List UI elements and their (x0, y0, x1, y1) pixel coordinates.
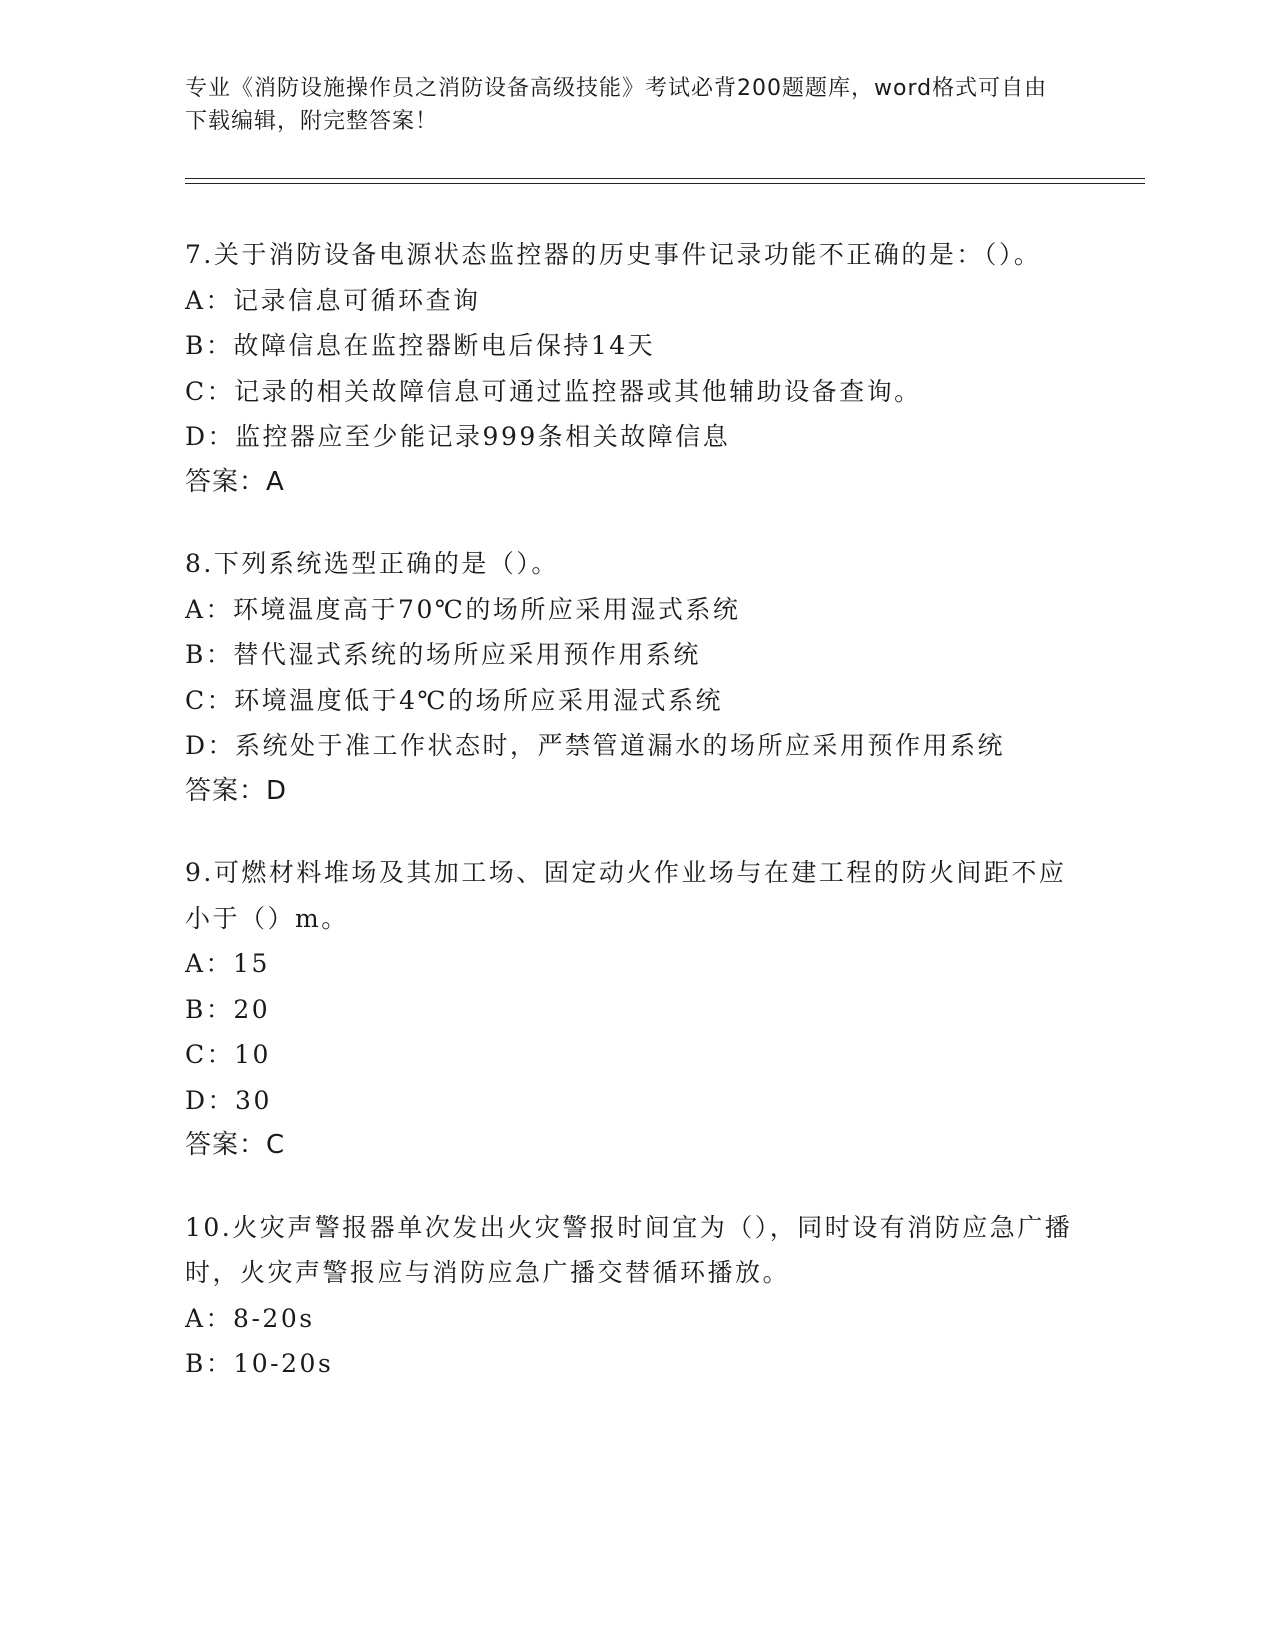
option-a: A：8-20s (185, 1303, 315, 1333)
question-text: 9.可燃材料堆场及其加工场、固定动火作业场与在建工程的防火间距不应小于（）m。 (185, 858, 1067, 933)
option-b: B：20 (185, 994, 271, 1024)
answer-text: 答案：A (185, 466, 285, 497)
option-d: D：30 (185, 1085, 272, 1115)
option-b: B：替代湿式系统的场所应采用预作用系统 (185, 640, 701, 669)
header-divider-bottom (185, 183, 1145, 184)
option-a: A：15 (185, 949, 270, 978)
option-c: C：环境温度低于4℃的场所应采用湿式系统 (185, 685, 724, 715)
option-d: D：系统处于准工作状态时，严禁管道漏水的场所应采用预作用系统 (185, 731, 1006, 760)
question-item (185, 541, 1085, 814)
answer-text: 答案：D (185, 775, 288, 806)
option-b: B：故障信息在监控器断电后保持14天 (185, 331, 656, 360)
question-item (185, 850, 1085, 1169)
option-a: A：环境温度高于70℃的场所应采用湿式系统 (185, 594, 741, 624)
question-text: 7.关于消防设备电源状态监控器的历史事件记录功能不正确的是：（）。 (185, 240, 1042, 269)
header-divider-top (185, 178, 1145, 179)
option-c: C：10 (185, 1040, 271, 1069)
option-c: C：记录的相关故障信息可通过监控器或其他辅助设备查询。 (185, 376, 922, 406)
option-d: D：监控器应至少能记录999条相关故障信息 (185, 422, 731, 451)
answer-text: 答案：C (185, 1130, 286, 1160)
document-header: 专业《消防设施操作员之消防设备高级技能》考试必背200题题库，word格式可自由下载编辑，附完整答案！ (185, 76, 1048, 134)
option-a: A：记录信息可循环查询 (185, 285, 481, 315)
question-list (185, 232, 1085, 1423)
question-item (185, 1205, 1085, 1387)
question-item (185, 232, 1085, 505)
question-text: 10.火灾声警报器单次发出火灾警报时间宜为（），同时设有消防应急广播时，火灾声警报应与消防应急广播交替循环播放。 (185, 1212, 1073, 1287)
option-b: B：10-20s (185, 1349, 334, 1378)
question-text: 8.下列系统选型正确的是（）。 (185, 549, 559, 578)
